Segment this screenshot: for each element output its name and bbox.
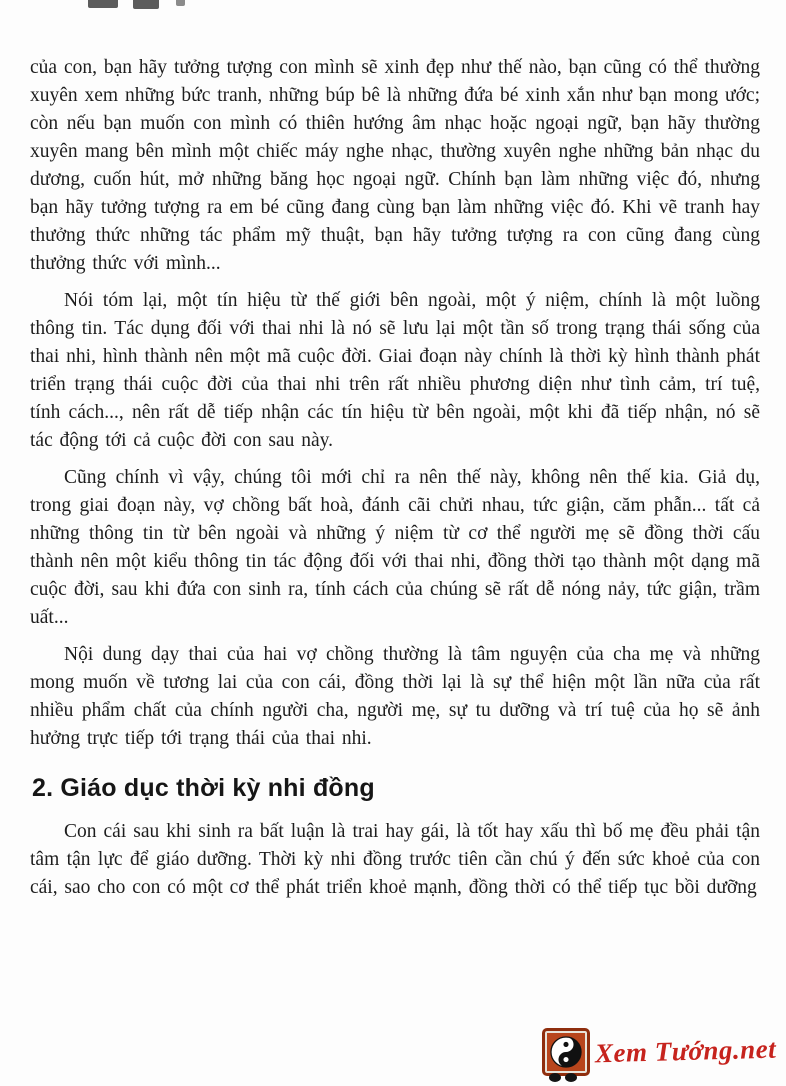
watermark-site-name: Xem Tướng.net (594, 1033, 777, 1069)
page-text (30, 54, 760, 911)
paragraph: Con cái sau khi sinh ra bất luận là trai hay gái, là tốt hay xấu thì bố mẹ đều phải tận tâm tận lực để giáo dưỡng. Thời kỳ nhi đồng trước tiên cần chú ý đến sức khoẻ của con cái, sao cho con có một cơ thể phát triển khoẻ mạnh, đồng thời có thể tiếp tục bồi dưỡng (30, 821, 760, 898)
logo-foot (565, 1073, 577, 1082)
paragraph: của con, bạn hãy tưởng tượng con mình sẽ xinh đẹp như thế nào, bạn cũng có thể thường xuyên xem những bức tranh, những búp bê là những đứa bé xinh xắn như bạn mong ước; còn nếu bạn muốn con mình có thiên hướng âm nhạc hoặc ngoại ngữ, bạn hãy thường xuyên mang bên mình một chiếc máy nghe nhạc, thường xuyên nghe những bản nhạc du dương, cuốn hút, mở những băng học ngoại ngữ. Chính bạn làm những việc đó, nhưng bạn hãy tưởng tượng ra em bé cũng đang cùng bạn làm những việc đó. Khi vẽ tranh hay thưởng thức những tác phẩm mỹ thuật, bạn hãy tưởng tượng ra con cũng đang cùng thưởng thức với mình... (30, 57, 760, 274)
scan-artifact (88, 0, 118, 8)
paragraph: Nội dung dạy thai của hai vợ chồng thường là tâm nguyện của cha mẹ và những mong muốn về tương lai của con cái, đồng thời lại là sự thể hiện một lần nữa của rất nhiều phẩm chất của chính người cha, người mẹ, sự tu dưỡng và trí tuệ của họ sẽ ảnh hưởng trực tiếp tới trạng thái của thai nhi. (30, 644, 760, 749)
section-heading: 2. Giáo dục thời kỳ nhi đồng (32, 774, 375, 802)
logo-foot (549, 1073, 561, 1082)
watermark-logo (542, 1028, 592, 1084)
paragraph: Nói tóm lại, một tín hiệu từ thế giới bên ngoài, một ý niệm, chính là một luồng thông tin. Tác dụng đối với thai nhi là nó sẽ lưu lại một tần số trong trạng thái sống của thai nhi, hình thành nên một mã cuộc đời. Giai đoạn này chính là thời kỳ hình thành phát triển trạng thái cuộc đời của thai nhi trên rất nhiều phương diện như tình cảm, trí tuệ, tính cách..., nên rất dễ tiếp nhận các tín hiệu từ bên ngoài, một khi đã tiếp nhận, nó sẽ tác động tới cả cuộc đời con sau này. (30, 290, 760, 451)
paragraph: Cũng chính vì vậy, chúng tôi mới chỉ ra nên thế này, không nên thế kia. Giả dụ, trong giai đoạn này, vợ chồng bất hoà, đánh cãi chửi nhau, tức giận, căm phẫn... tất cả những thông tin từ bên ngoài và những ý niệm từ cơ thể người mẹ sẽ đồng thời cấu thành nên một kiểu thông tin tác động đối với thai nhi, đồng thời tạo thành một dạng mã cuộc đời, sau khi đứa con sinh ra, tính cách của chúng sẽ rất dễ nóng nảy, tức giận, trầm uất... (30, 467, 760, 628)
watermark (542, 1028, 776, 1084)
scan-artifact (133, 0, 159, 9)
yin-yang-icon (542, 1028, 590, 1076)
scan-artifact (176, 0, 185, 6)
